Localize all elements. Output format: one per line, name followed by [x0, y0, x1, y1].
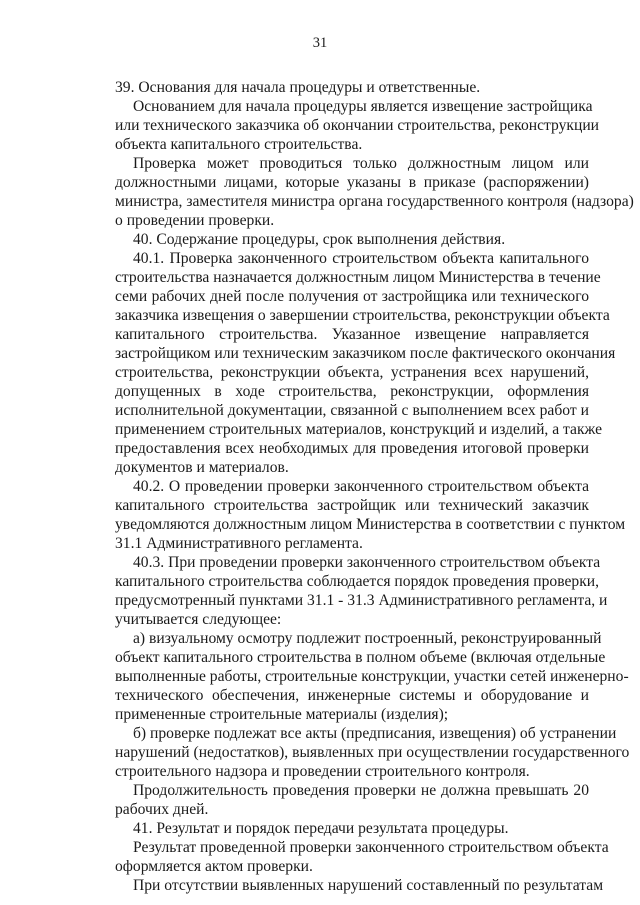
- text-line: технического обеспечения, инженерные системы и оборудование и: [115, 687, 589, 704]
- text-line: уведомляются должностным лицом Министерства в соответствии с пунктом: [115, 516, 626, 533]
- text-line: оформляется актом проверки.: [115, 858, 313, 875]
- text-line: предусмотренный пунктами 31.1 - 31.3 Административного регламента, и: [115, 592, 608, 609]
- heading-section-39: 39. Основания для начала процедуры и ответственные.: [115, 79, 481, 96]
- text-line: заказчика извещения о завершении строительства, реконструкции объекта: [115, 307, 610, 324]
- text-line: капитального строительства соблюдается порядок проведения проверки,: [115, 573, 600, 590]
- page-number: 31: [312, 35, 328, 51]
- text-line: о проведении проверки.: [115, 212, 275, 229]
- text-line: Основанием для начала процедуры является извещение застройщика: [133, 98, 593, 115]
- text-line: 40.2. О проведении проверки законченного строительством объекта: [133, 478, 589, 495]
- text-line: выполненные работы, строительные конструкции, участки сетей инженерно-: [115, 668, 629, 685]
- text-line: примененные строительные материалы (изделия);: [115, 706, 449, 723]
- text-line: 40.3. При проведении проверки законченного строительством объекта: [133, 554, 601, 571]
- text-line: При отсутствии выявленных нарушений составленный по результатам: [133, 877, 604, 894]
- text-line: объект капитального строительства в полном объеме (включая отдельные: [115, 649, 606, 666]
- text-line: застройщиком или техническим заказчиком после фактического окончания: [115, 345, 616, 362]
- text-line: строительства назначается должностным лицом Министерства в течение: [115, 269, 601, 286]
- list-item-b: б) проверке подлежат все акты (предписания, извещения) об устранении: [133, 725, 617, 742]
- text-line: документов и материалов.: [115, 459, 289, 476]
- text-line: 31.1 Административного регламента.: [115, 535, 363, 552]
- text-line: или технического заказчика об окончании строительства, реконструкции: [115, 117, 600, 134]
- list-item-a: а) визуальному осмотру подлежит построенный, реконструированный: [133, 630, 602, 647]
- text-line: капитального строительства застройщик или технический заказчик: [115, 497, 589, 514]
- text-line: семи рабочих дней после получения от застройщика или технического: [115, 288, 589, 305]
- text-line: применением строительных материалов, конструкций и изделий, а также: [115, 421, 603, 438]
- text-line: учитывается следующее:: [115, 611, 282, 628]
- text-line: 40.1. Проверка законченного строительством объекта капитального: [133, 250, 589, 267]
- text-line: объекта капитального строительства.: [115, 136, 363, 153]
- heading-section-40: 40. Содержание процедуры, срок выполнения действия.: [133, 231, 506, 248]
- text-line: должностными лицами, которые указаны в приказе (распоряжении): [115, 174, 589, 191]
- text-line: допущенных в ходе строительства, реконструкции, оформления: [115, 383, 589, 400]
- text-line: капитального строительства. Указанное извещение направляется: [115, 326, 589, 343]
- text-line: министра, заместителя министра органа государственного контроля (надзора): [115, 193, 634, 210]
- text-line: строительного надзора и проведении строительного контроля.: [115, 763, 530, 780]
- text-line: нарушений (недостатков), выявленных при осуществлении государственного: [115, 744, 630, 761]
- text-line: Проверка может проводиться только должностным лицом или: [133, 155, 589, 172]
- text-line: рабочих дней.: [115, 801, 209, 818]
- text-line: предоставления всех необходимых для проведения итоговой проверки: [115, 440, 589, 457]
- heading-section-41: 41. Результат и порядок передачи результата процедуры.: [133, 820, 509, 837]
- text-line: исполнительной документации, связанной с выполнением всех работ и: [115, 402, 589, 419]
- text-line: Результат проведенной проверки законченного строительством объекта: [133, 839, 609, 856]
- text-line: Продолжительность проведения проверки не должна превышать 20: [133, 782, 589, 799]
- text-line: строительства, реконструкции объекта, устранения всех нарушений,: [115, 364, 589, 381]
